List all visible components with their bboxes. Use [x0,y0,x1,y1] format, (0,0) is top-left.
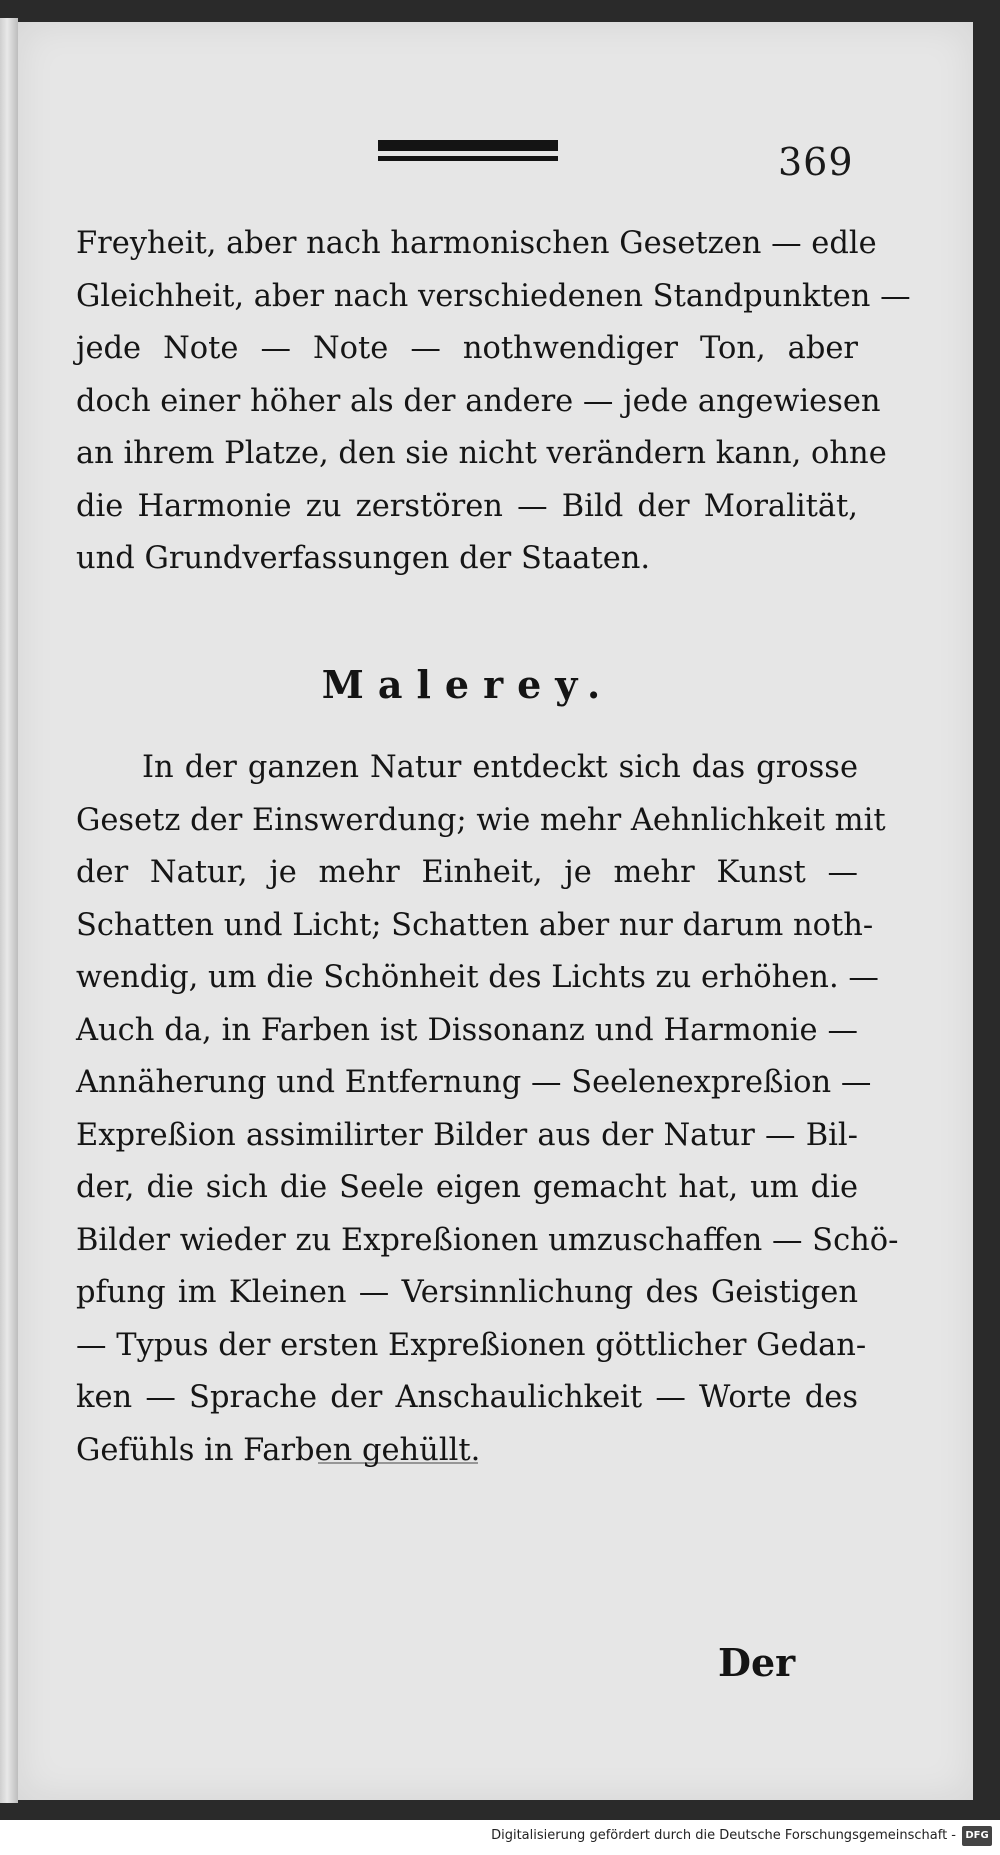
text-line: Gesetz der Einswerdung; wie mehr Aehnlichkeit mit [76,802,886,838]
text-line: doch einer höher als der andere — jede angewiesen [76,383,881,419]
text-line: Schatten und Licht; Schatten aber nur darum noth- [76,907,874,943]
text-line: Gleichheit, aber nach verschiedenen Standpunkten — [76,278,911,314]
book-page [18,22,973,1800]
paragraph-music [76,218,911,586]
text-line: Auch da, in Farben ist Dissonanz und Harmonie — [76,1012,858,1048]
text-line: ken — Sprache der Anschaulichkeit — Worte des [76,1380,858,1415]
text-line: Expreßion assimilirter Bilder aus der Natur — Bil- [76,1117,858,1153]
text-line: Freyheit, aber nach harmonischen Gesetzen — edle [76,226,877,261]
text-line: In der ganzen Natur entdeckt sich das grosse [142,750,858,785]
page-number: 369 [778,140,854,184]
adjacent-page-edge [0,18,18,1803]
text-line: und Grundverfassungen der Staaten. [76,541,651,576]
text-line: — Typus der ersten Expreßionen göttlicher Gedan- [76,1327,867,1363]
text-line: Gefühls in Farben gehüllt. [76,1432,481,1468]
dfg-logo: DFG [962,1826,992,1846]
header-rule [378,140,558,166]
text-line: der Natur, je mehr Einheit, je mehr Kunst — [76,855,858,890]
header-rule-thin [378,156,558,161]
funding-credit: Digitalisierung gefördert durch die Deutsche Forschungsgemeinschaft - [491,1828,956,1843]
text-line: der, die sich die Seele eigen gemacht hat, um die [76,1170,858,1205]
digitization-footer [0,1820,1000,1855]
text-line: die Harmonie zu zerstören — Bild der Moralität, [76,488,858,524]
text-line: an ihrem Platze, den sie nicht verändern kann, ohne [76,436,887,471]
text-line: Bilder wieder zu Expreßionen umzuschaffen — Schö- [76,1222,899,1258]
text-line: jede Note — Note — nothwendiger Ton, aber [76,331,858,366]
text-line: Annäherung und Entfernung — Seelenexpreßion — [76,1065,872,1100]
decorative-rule [318,1462,478,1464]
text-line: pfung im Kleinen — Versinnlichung des Geistigen [76,1275,858,1310]
paragraph-painting [76,742,899,1477]
section-heading: Malerey. [321,662,615,707]
text-line: wendig, um die Schönheit des Lichts zu erhöhen. — [76,960,879,995]
catchword: Der [718,1640,796,1685]
header-rule-thick [378,140,558,151]
